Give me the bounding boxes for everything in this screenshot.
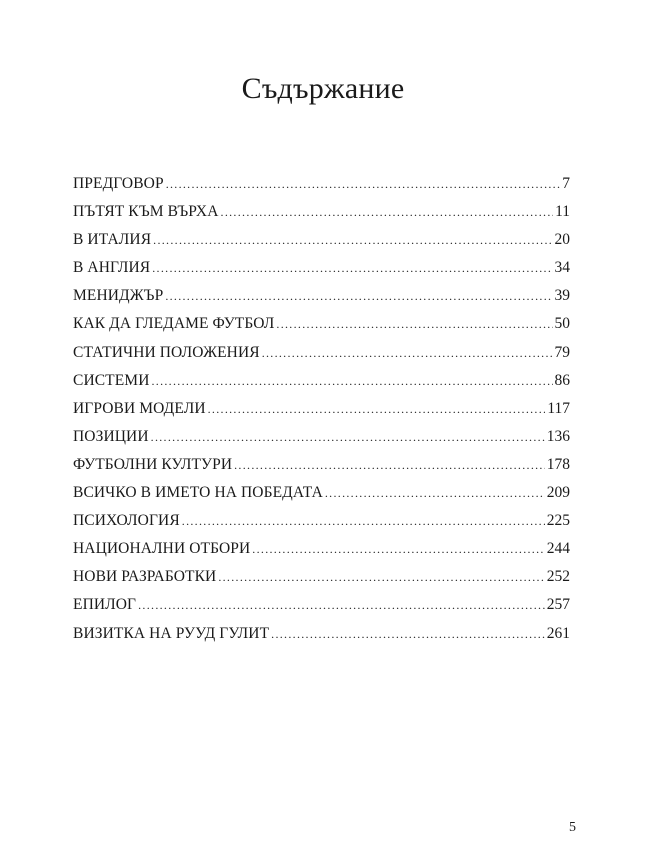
dot-leader (262, 339, 553, 367)
toc-entry-page: 39 (554, 287, 570, 305)
toc-entry (73, 170, 570, 198)
page-title: Съдържание (241, 72, 405, 105)
dot-leader (208, 395, 546, 423)
toc-entry (73, 451, 570, 479)
toc-entry-title: В ИТАЛИЯ (73, 231, 152, 249)
dot-leader (151, 423, 545, 451)
toc-entry-title: ЕПИЛОГ (73, 596, 137, 614)
toc-entry-page: 34 (554, 259, 570, 277)
toc-entry-page: 244 (546, 540, 570, 558)
toc-entry-page: 136 (546, 427, 570, 445)
toc-entry-page: 261 (546, 624, 570, 642)
dot-leader (234, 451, 545, 479)
toc-entry-page: 86 (554, 371, 570, 389)
toc-entry-page: 79 (554, 343, 570, 361)
dot-leader (218, 563, 544, 591)
toc-entry-page: 11 (555, 203, 570, 221)
toc-entry-page: 178 (546, 455, 570, 473)
toc-entry-title: МЕНИДЖЪР (73, 287, 164, 305)
toc-entry-page: 20 (554, 231, 570, 249)
toc-entry-title: В АНГЛИЯ (73, 259, 151, 277)
toc-entry (73, 254, 570, 282)
toc-entry-page: 7 (562, 175, 570, 192)
toc-entry-page: 225 (546, 512, 570, 530)
dot-leader (165, 282, 552, 310)
toc-entry-title: СИСТЕМИ (73, 371, 150, 389)
toc-entry (73, 226, 570, 254)
toc-entry (73, 367, 570, 395)
toc-entry (73, 310, 570, 338)
toc-entry (73, 591, 570, 619)
dot-leader (153, 226, 552, 254)
toc-entry-title: ФУТБОЛНИ КУЛТУРИ (73, 455, 233, 473)
toc-entry-title: ИГРОВИ МОДЕЛИ (73, 399, 206, 417)
dot-leader (138, 591, 545, 619)
toc-entry-title: НОВИ РАЗРАБОТКИ (73, 568, 217, 586)
dot-leader (221, 198, 554, 226)
toc-entry (73, 535, 570, 563)
dot-leader (252, 535, 544, 563)
toc-entry (73, 395, 570, 423)
toc-entry-page: 117 (547, 399, 570, 417)
toc-entry-page: 50 (554, 315, 570, 333)
dot-leader (271, 620, 545, 648)
toc-entry-title: ВИЗИТКА НА РУУД ГУЛИТ (73, 624, 270, 642)
toc-entry-title: ПЪТЯТ КЪМ ВЪРХА (73, 203, 219, 221)
dot-leader (151, 367, 552, 395)
toc-entry (73, 339, 570, 367)
toc-entry (73, 479, 570, 507)
toc-entry-title: НАЦИОНАЛНИ ОТБОРИ (73, 540, 251, 558)
dot-leader (152, 254, 552, 282)
toc-entry-page: 257 (546, 596, 570, 614)
dot-leader (182, 507, 545, 535)
toc-entry-title: ПРЕДГОВОР (73, 175, 164, 192)
toc-entry (73, 620, 570, 648)
toc-entry-title: ПОЗИЦИИ (73, 427, 149, 445)
toc-entry-title: КАК ДА ГЛЕДАМЕ ФУТБОЛ (73, 315, 275, 333)
page-number: 5 (569, 820, 576, 835)
dot-leader (325, 479, 545, 507)
dot-leader (166, 170, 561, 198)
toc-entry-title: ВСИЧКО В ИМЕТО НА ПОБЕДАТА (73, 484, 323, 502)
toc-entry-page: 252 (546, 568, 570, 586)
toc-entry (73, 423, 570, 451)
toc-entry-title: ПСИХОЛОГИЯ (73, 512, 180, 530)
toc-entry-title: СТАТИЧНИ ПОЛОЖЕНИЯ (73, 343, 260, 361)
toc-entry (73, 507, 570, 535)
toc-entry-page: 209 (546, 484, 570, 502)
dot-leader (276, 310, 552, 338)
table-of-contents (73, 170, 570, 648)
toc-entry (73, 563, 570, 591)
toc-entry (73, 282, 570, 310)
toc-entry (73, 198, 570, 226)
